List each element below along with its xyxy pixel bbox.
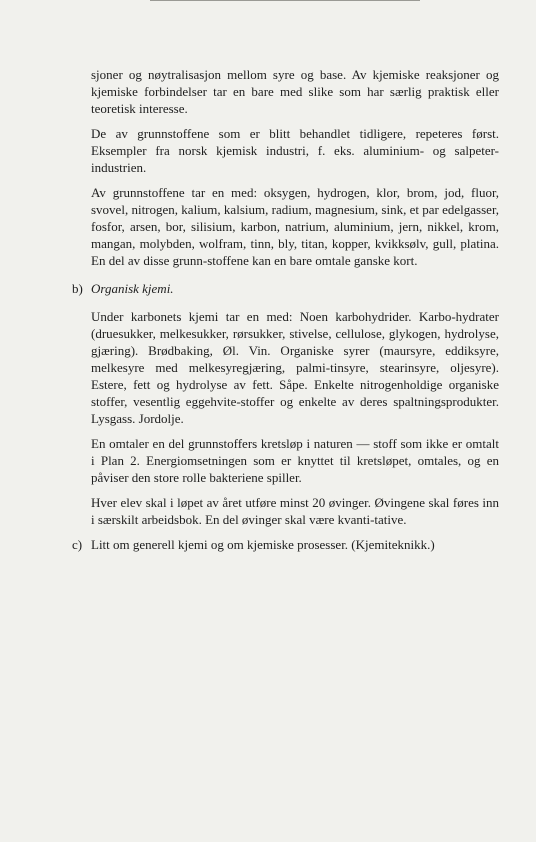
section-c-marker: c) [72,537,83,552]
section-b-paragraph-2: En omtaler en del grunnstoffers kretsløp i naturen — stoff som ikke er omtalt i Plan 2. Energiomsetningen som er knyttet til kretsløpet, omtales, og en påviser den store rolle bakteriene spiller. [91,436,499,485]
section-b [72,280,499,528]
document-page [72,66,499,561]
section-b-title: Organisk kjemi. [91,281,174,296]
page-top-edge [150,0,420,1]
intro-paragraph-2: De av grunnstoffene som er blitt behandlet tidligere, repeteres først. Eksempler fra norsk kjemisk industri, f. eks. aluminium- og salpeter-industrien. [91,126,499,175]
section-c [72,536,499,553]
section-c-text: Litt om generell kjemi og om kjemiske prosesser. (Kjemiteknikk.) [91,537,435,552]
intro-paragraph-1: sjoner og nøytralisasjon mellom syre og base. Av kjemiske reaksjoner og kjemiske forbindelser tar en bare med slike som har særlig praktisk eller teoretisk interesse. [91,67,499,116]
section-b-marker: b) [72,281,83,296]
section-b-paragraph-3: Hver elev skal i løpet av året utføre minst 20 øvinger. Øvingene skal føres inn i særskilt arbeidsbok. En del øvinger skal være kvanti-tative. [91,495,499,527]
section-b-paragraph-1: Under karbonets kjemi tar en med: Noen karbohydrider. Karbo-hydrater (druesukker, melkesukker, rørsukker, stivelse, cellulose, glykogen, hydrolyse, gjæring). Brødbaking, Øl. Vin. Organiske syrer (maursyre, eddiksyre, melkesyre med melkesyregjæring, palmi-tinsyre, stearinsyre, oljesyre). Estere, fett og hydrolyse av fett. Såpe. Enkelte nitrogenholdige organiske stoffer, vesentlig eggehvite-stoffer og enkelte av deres spaltningsprodukter. Lysgass. Jordolje. [91,309,499,426]
intro-paragraph-3: Av grunnstoffene tar en med: oksygen, hydrogen, klor, brom, jod, fluor, svovel, nitrogen, kalium, kalsium, radium, magnesium, sink, et par edelgasser, fosfor, arsen, bor, silisium, karbon, natrium, aluminium, jern, nikkel, krom, mangan, molybden, wolfram, tinn, bly, titan, kopper, kvikksølv, gull, platina. En del av disse grunn-stoffene kan en bare omtale ganske kort. [91,185,499,268]
